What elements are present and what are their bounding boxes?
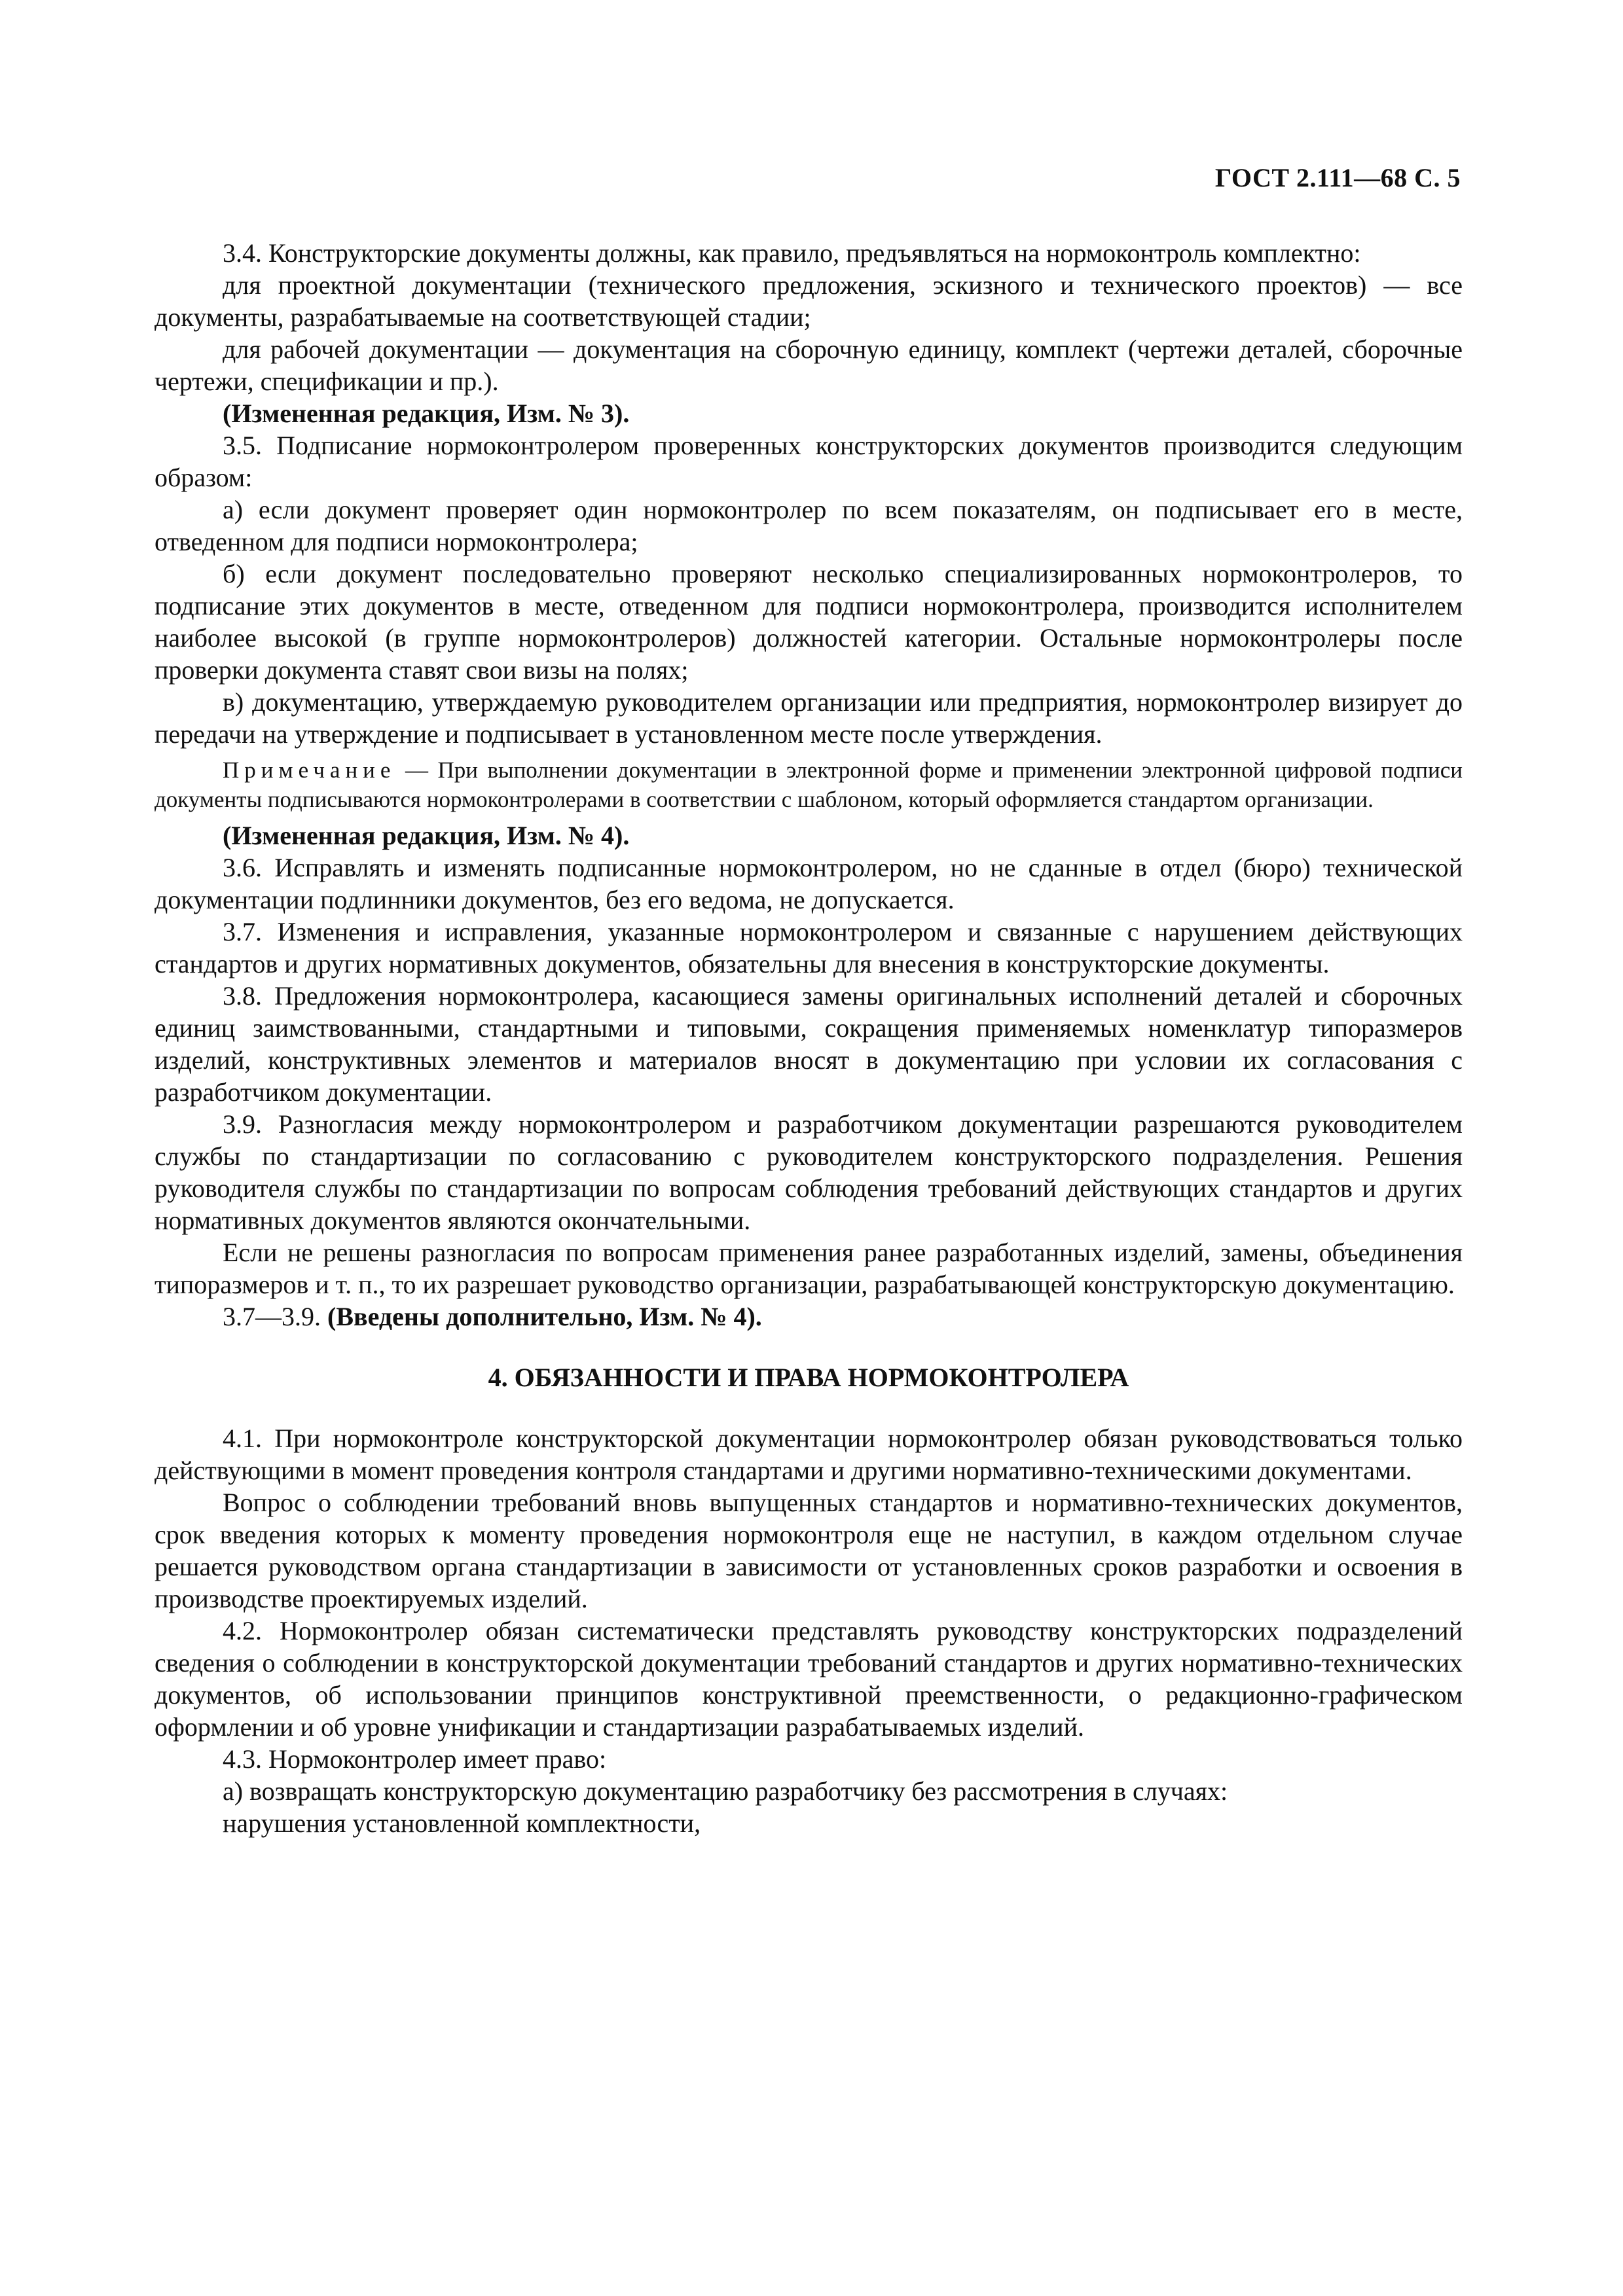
paragraph-4-3: 4.3. Нормоконтролер имеет право: — [223, 1744, 607, 1774]
note-range: 3.7—3.9. — [223, 1302, 327, 1331]
note-text: — При выполнении документации в электронной форме и применении электронной цифровой подписи документы подписываются нормоконтролерами в соответствии с шаблоном, который оформляется стандартом организации. — [155, 757, 1463, 812]
paragraph-4-3-a-1: нарушения установленной комплектности, — [223, 1808, 701, 1838]
note — [155, 755, 1463, 814]
paragraph-3-7: 3.7. Изменения и исправления, указанные нормоконтролером и связанные с нарушением действующих стандартов и других нормативных документов, обязательны для внесения в конструкторские документы. — [155, 917, 1463, 978]
amendment-note-3: (Измененная редакция, Изм. № 3). — [223, 399, 630, 428]
paragraph-3-5-b: б) если документ последовательно проверяют несколько специализированных нормоконтролеров, то подписание этих документов в месте, отведенном для подписи нормоконтролера, производится исполнителем наиболее высокой (в группе нормоконтролеров) должностей категории. Остальные нормоконтролеры после проверки документа ставят свои визы на полях; — [155, 559, 1463, 685]
paragraph-3-4-project: для проектной документации (технического предложения, эскизного и технического проектов) — все документы, разрабатываемые на соответствующей стадии; — [155, 270, 1463, 332]
paragraph-3-4-working: для рабочей документации — документация на сборочную единицу, комплект (чертежи деталей, сборочные чертежи, спецификации и пр.). — [155, 334, 1463, 396]
paragraph-3-5: 3.5. Подписание нормоконтролером проверенных конструкторских документов производится следующим образом: — [155, 431, 1463, 492]
paragraph-4-1: 4.1. При нормоконтроле конструкторской документации нормоконтролер обязан руководствоваться только действующими в момент проведения контроля стандартами и другими нормативно-техническими документами. — [155, 1424, 1463, 1485]
paragraph-4-1-b: Вопрос о соблюдении требований вновь выпущенных стандартов и нормативно-технических документов, срок введения которых к моменту проведения нормоконтроля еще не наступил, в каждом отдельном случае решается руководством органа стандартизации в зависимости от установленных сроков разработки и освоения в производстве проектируемых изделий. — [155, 1488, 1463, 1613]
section-4-title: 4. ОБЯЗАННОСТИ И ПРАВА НОРМОКОНТРОЛЕРА — [488, 1363, 1129, 1392]
document-body — [155, 237, 1463, 1839]
paragraph-3-7-3-9-note — [155, 1300, 1463, 1333]
amendment-note-4: (Измененная редакция, Изм. № 4). — [223, 821, 630, 850]
page-header: ГОСТ 2.111—68 С. 5 — [1214, 163, 1461, 192]
paragraph-3-4: 3.4. Конструкторские документы должны, как правило, предъявляться на нормоконтроль комплектно: — [223, 238, 1361, 268]
paragraph-3-9-disagreements: Если не решены разногласия по вопросам применения ранее разработанных изделий, замены, объединения типоразмеров и т. п., то их разрешает руководство организации, разрабатывающей конструкторскую документацию. — [155, 1238, 1463, 1299]
paragraph-3-8: 3.8. Предложения нормоконтролера, касающиеся замены оригинальных исполнений деталей и сборочных единиц заимствованными, стандартными и типовыми, сокращения применяемых номенклатур типоразмеров изделий, конструктивных элементов и материалов вносят в документацию при условии их согласования с разработчиком документации. — [155, 981, 1463, 1107]
note-added: (Введены дополнительно, Изм. № 4). — [327, 1302, 762, 1331]
paragraph-4-3-a: а) возвращать конструкторскую документацию разработчику без рассмотрения в случаях: — [223, 1776, 1228, 1806]
paragraph-4-2: 4.2. Нормоконтролер обязан систематически представлять руководству конструкторских подразделений сведения о соблюдении в конструкторской документации требований стандартов и других нормативно-технических документов, об использовании принципов конструктивной преемственности, о редакционно-графическом оформлении и об уровне унификации и стандартизации разрабатываемых изделий. — [155, 1616, 1463, 1742]
paragraph-3-5-c: в) документацию, утверждаемую руководителем организации или предприятия, нормоконтролер визирует до передачи на утверждение и подписывает в установленном месте после утверждения. — [155, 687, 1463, 749]
paragraph-3-6: 3.6. Исправлять и изменять подписанные нормоконтролером, но не сданные в отдел (бюро) технической документации подлинники документов, без его ведома, не допускается. — [155, 853, 1463, 914]
paragraph-3-5-a: а) если документ проверяет один нормоконтролер по всем показателям, он подписывает его в месте, отведенном для подписи нормоконтролера; — [155, 495, 1463, 556]
note-label: Примечание — [223, 757, 396, 783]
paragraph-3-9: 3.9. Разногласия между нормоконтролером и разработчиком документации разрешаются руководителем службы по стандартизации по согласованию с руководителем конструкторского подразделения. Решения руководителя службы по стандартизации по вопросам соблюдения требований действующих стандартов и других нормативных документов являются окончательными. — [155, 1109, 1463, 1235]
